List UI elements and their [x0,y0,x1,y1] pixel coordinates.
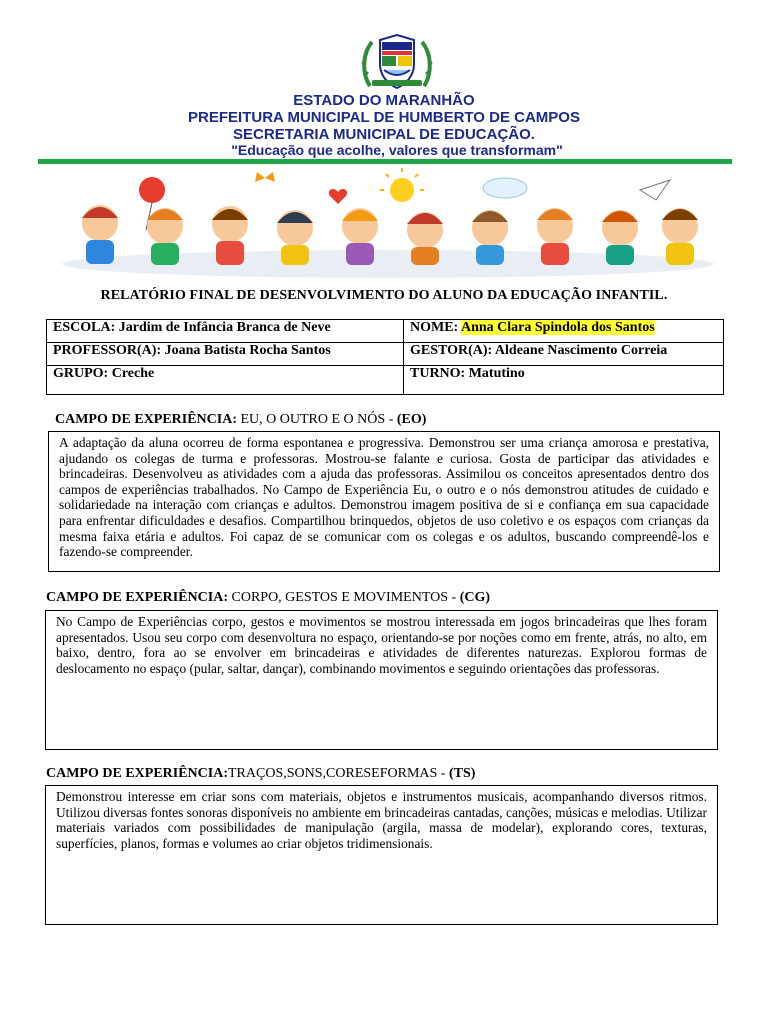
campo-eo-code: (EO) [396,412,427,427]
campo-ts-label: CAMPO DE EXPERIÊNCIA: [46,766,228,781]
header-slogan: "Educação que acolhe, valores que transformam" [231,142,563,158]
campo-cg-name: CORPO, GESTOS E MOVIMENTOS - [228,590,460,605]
children-banner-illustration [60,168,716,280]
report-title: RELATÓRIO FINAL DE DESENVOLVIMENTO DO ALUNO DA EDUCAÇÃO INFANTIL. [100,288,668,303]
campo-eo-name: EU, O OUTRO E O NÓS - [237,412,397,427]
campo-eo-heading [55,412,426,428]
table-row [47,343,724,366]
header-secretariat: SECRETARIA MUNICIPAL DE EDUCAÇÃO. [233,126,535,143]
municipal-coat-of-arms [360,34,434,90]
campo-ts-code: (TS) [448,766,476,781]
manager-cell: GESTOR(A): Aldeane Nascimento Correia [404,343,724,366]
header-prefecture: PREFEITURA MUNICIPAL DE HUMBERTO DE CAMPOS [188,109,580,126]
table-row [47,320,724,343]
campo-cg-label: CAMPO DE EXPERIÊNCIA: [46,590,228,605]
school-cell: ESCOLA: Jardim de Infância Branca de Neve [47,320,404,343]
campo-cg-heading [46,590,490,606]
student-name-value: Anna Clara Spindola dos Santos [460,320,655,335]
campo-ts-text: Demonstrou interesse em criar sons com materiais, objetos e instrumentos musicais, acompanhando diversos ritmos. Utilizou diversas fontes sonoras disponíveis no ambiente em brincadeiras cantadas, canções, músicas e melodias. Utilizar materiais variados com possibilidades de manipulação (argila, massa de modelar), explorando cores, texturas, superfícies, planos, formas e volumes ao criar objetos tridimensionais. [45,785,718,925]
campo-ts-name: TRAÇOS,SONS,CORESEFORMAS - [228,766,449,781]
teacher-cell: PROFESSOR(A): Joana Batista Rocha Santos [47,343,404,366]
campo-ts-heading [46,766,475,782]
student-name-label: NOME: [410,320,461,335]
student-name-cell [404,320,724,343]
header-divider [38,159,732,164]
student-info-table [46,319,724,395]
header-state: ESTADO DO MARANHÃO [293,92,475,109]
campo-eo-text: A adaptação da aluna ocorreu de forma espontanea e progressiva. Demonstrou ser uma criança amorosa e prestativa, ajudando os colegas de turma e professoras. Mostrou-se falante e curiosa. Gosta de participar das atividades e brincadeiras. Desenvolveu as atividades com a ajuda das professoras. Assimilou os conceitos apresentados dentro dos campos de experiências trabalhados. No Campo de Experiência Eu, o outro e o nós demonstrou atitudes de cuidado e solidariedade na interação com crianças e adultos. Demonstrou imagem positiva de si e confiança em sua capacidade para enfrentar dificuldades e desafios. Compartilhou brinquedos, objetos de uso coletivo e os espaços com crianças da mesma faixa etária e adultos. Foi capaz de se comunicar com os colegas e os adultos, buscando compreendê-los e fazendo-se compreender. [48,431,720,572]
campo-eo-label: CAMPO DE EXPERIÊNCIA: [55,412,237,427]
table-row [47,366,724,395]
group-cell: GRUPO: Creche [47,366,404,395]
campo-cg-code: (CG) [459,590,491,605]
campo-cg-text: No Campo de Experiências corpo, gestos e movimentos se mostrou interessada em jogos brincadeiras que lhes foram apresentados. Usou seu corpo com desenvoltura no espaço, orientando-se por noções como em frente, atrás, no alto, em baixo, dentro, fora ao se envolver em brincadeiras e atividades de diferentes naturezas. Explorou formas de deslocamento no espaço (pular, saltar, dançar), combinando movimentos e seguindo orientações das professoras. [45,610,718,750]
shift-cell: TURNO: Matutino [404,366,724,395]
